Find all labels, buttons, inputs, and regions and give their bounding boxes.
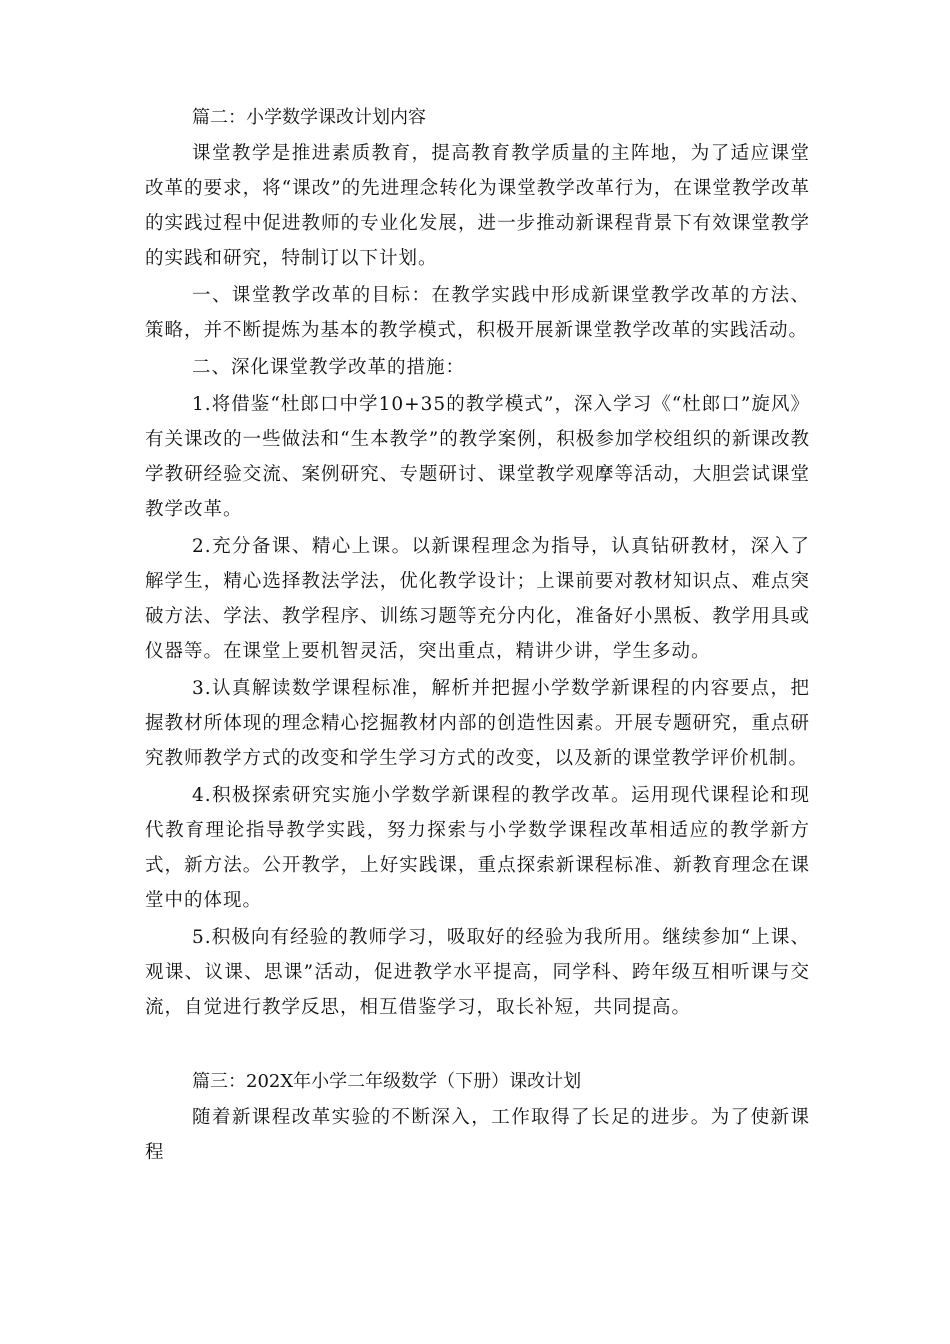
section-2-measures-heading: 二、深化课堂教学改革的措施： xyxy=(192,357,466,378)
section-2-title: 篇二：小学数学课改计划内容 xyxy=(192,107,426,128)
section-2-intro-paragraph: 课堂教学是推进素质教育，提高教育教学质量的主阵地，为了适应课堂改革的要求，将“课改”的先进理念转化为课堂教学改革行为，在课堂教学改革的实践过程中促进教师的专业化发展，进一步推动新课程背景下有效课堂教学的实践和研究，特制订以下计划。 xyxy=(145,143,810,269)
section-3-title: 篇三：202X年小学二年级数学（下册）课改计划 xyxy=(192,1071,582,1092)
section-2-measure-4: 4.积极探索研究实施小学数学新课程的教学改革。运用现代课程论和现代教育理论指导教学实践，努力探索与小学数学课程改革相适应的教学新方式，新方法。公开教学，上好实践课，重点探索新课程标准、新教育理念在课堂中的体现。 xyxy=(145,785,810,911)
section-2-measure-1: 1.将借鉴“杜郎口中学10+35的教学模式”，深入学习《“杜郎口”旋风》有关课改的一些做法和“生本教学”的教学案例，积极参加学校组织的新课改教学教研经验交流、案例研究、专题研讨、课堂教学观摩等活动，大胆尝试课堂教学改革。 xyxy=(145,394,810,520)
document-body xyxy=(145,100,810,1172)
section-divider-space xyxy=(145,1027,810,1064)
section-3-intro-paragraph: 随着新课程改革实验的不断深入，工作取得了长足的进步。为了使新课程 xyxy=(145,1107,810,1163)
section-2-measure-3: 3.认真解读数学课程标准，解析并把握小学数学新课程的内容要点，把握教材所体现的理念精心挖掘教材内部的创造性因素。开展专题研究，重点研究教师教学方式的改变和学生学习方式的改变，以及新的课堂教学评价机制。 xyxy=(145,678,810,769)
section-2-goal-paragraph: 一、课堂教学改革的目标：在教学实践中形成新课堂教学改革的方法、策略，并不断提炼为基本的教学模式，积极开展新课堂教学改革的实践活动。 xyxy=(145,285,810,341)
section-2-measure-2: 2.充分备课、精心上课。以新课程理念为指导，认真钻研教材，深入了解学生，精心选择教法学法，优化教学设计；上课前要对教材知识点、难点突破方法、学法、教学程序、训练习题等充分内化，准备好小黑板、教学用具或仪器等。在课堂上要机智灵活，突出重点，精讲少讲，学生多动。 xyxy=(145,536,810,662)
section-2-measure-5: 5.积极向有经验的教师学习，吸取好的经验为我所用。继续参加“上课、观课、议课、思课”活动，促进教学水平提高，同学科、跨年级互相听课与交流，自觉进行教学反思，相互借鉴学习，取长补短，共同提高。 xyxy=(145,927,810,1018)
